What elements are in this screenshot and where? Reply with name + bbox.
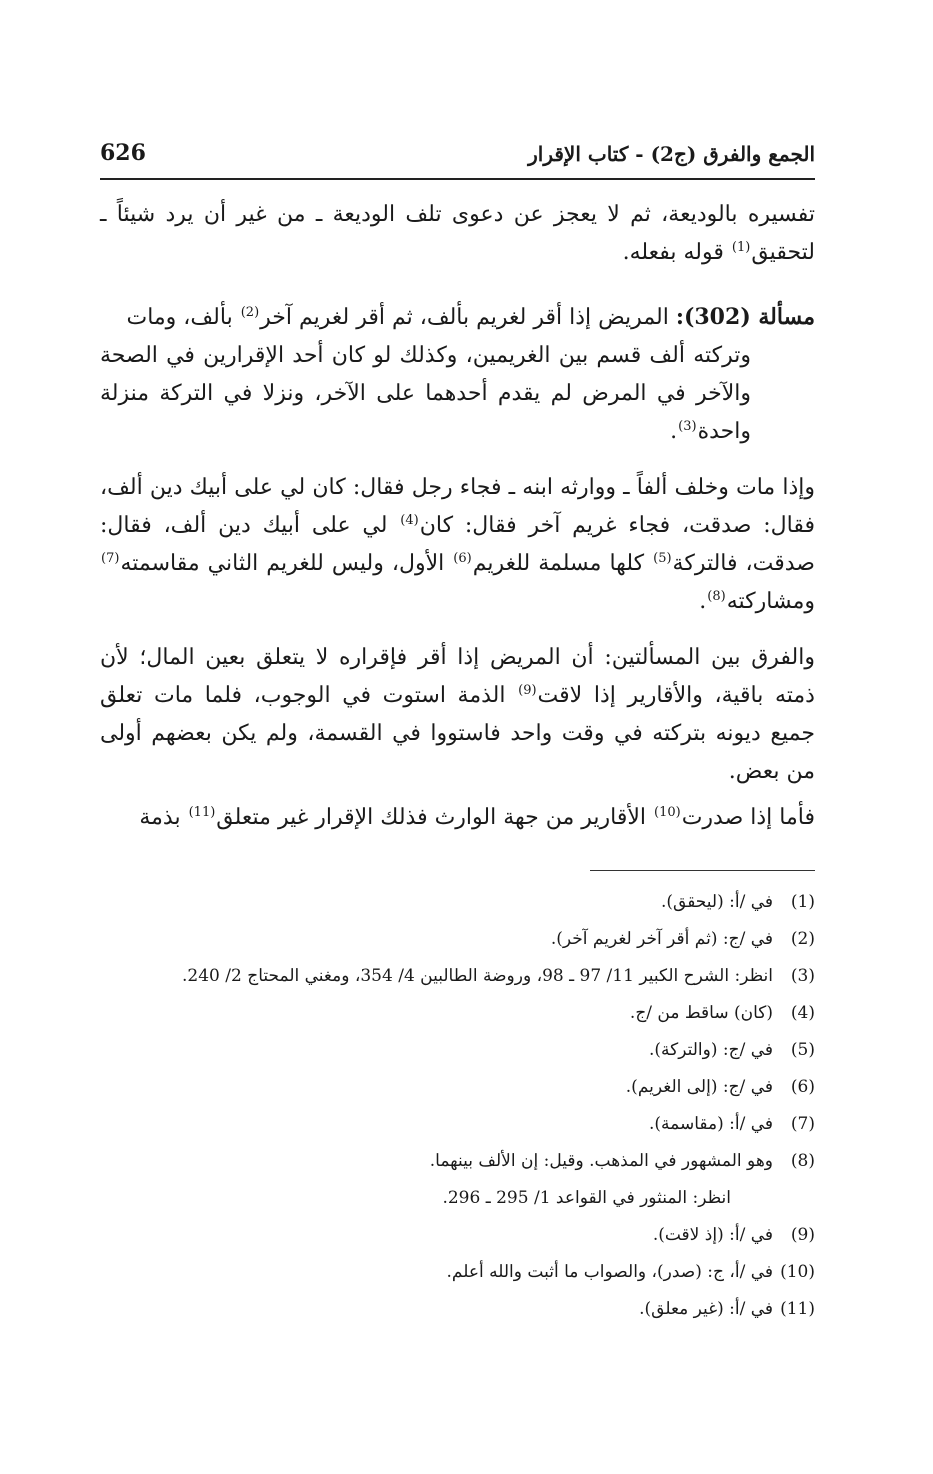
footnote-number: (10): [780, 1262, 815, 1282]
footnote: [100, 1143, 815, 1180]
paragraph-3: [100, 469, 815, 621]
text-run: .: [670, 419, 678, 444]
text-run: بألف، ومات: [126, 305, 240, 330]
footnote-number: (5): [790, 1040, 815, 1060]
footnote: [100, 884, 815, 921]
paragraph-1: [100, 196, 815, 272]
footnote-text: انظر: المنثور في القواعد 1/ 295 ـ 296.: [442, 1188, 731, 1208]
running-header: [100, 140, 815, 178]
footnote-text: في /أ، ج: (صدر)، والصواب ما أثبت والله أعلم.: [446, 1262, 773, 1282]
footnote-number: (4): [790, 1003, 815, 1023]
text-run: قوله بفعله.: [622, 240, 731, 265]
footnote: [100, 1106, 815, 1143]
footnote-number: (3): [790, 966, 815, 986]
footnote-text: في /أ: (إذ لاقت).: [652, 1225, 773, 1245]
footnote: [100, 921, 815, 958]
footnote-ref-11[interactable]: (11): [188, 804, 216, 820]
text-run: وإذا مات وخلف ألفاً ـ ووارثه ابنه ـ فجاء رجل فقال: كان لي على أبيك دين ألف، فقال: صدقت، فجاء غريم آخر فقال: كان: [100, 475, 815, 538]
footnote-number: (6): [790, 1077, 815, 1097]
footnote-number: (7): [790, 1114, 815, 1134]
text-run: الأقارير من جهة الوارث فذلك الإقرار غير متعلق: [216, 805, 654, 830]
footnote-ref-3[interactable]: (3): [678, 418, 697, 434]
text-run: والفرق بين المسألتين: أن المريض إذا أقر فإقراره لا يتعلق بعين المال؛ لأن ذمته باقية، والأقارير إذا لاقت: [100, 645, 815, 708]
footnote-text: في /ج: (إلى الغريم).: [625, 1077, 773, 1097]
text-run: كلها مسلمة للغريم: [472, 551, 653, 576]
footnote-number: (2): [790, 929, 815, 949]
footnote-number: (9): [790, 1225, 815, 1245]
text-run: الذمة استوت في الوجوب، فلما مات تعلق جميع ديونه بتركته في وقت واحد فاستووا في القسمة، ولم يكن بعضهم أولى من بعض.: [100, 683, 815, 784]
footnote-text: (كان) ساقط من /ج.: [629, 1003, 773, 1023]
footnote-text: في /أ: (مقاسمة).: [648, 1114, 773, 1134]
footnote-ref-4[interactable]: (4): [400, 512, 419, 528]
footnote-ref-6[interactable]: (6): [453, 550, 472, 566]
issue-continuation: [100, 337, 815, 451]
main-text: [100, 196, 815, 837]
page-number: 626: [100, 140, 146, 166]
footnote-ref-10[interactable]: (10): [654, 804, 681, 820]
footnote-ref-9[interactable]: (9): [518, 682, 537, 698]
paragraph-issue-302: [100, 298, 815, 451]
footnotes: [100, 884, 815, 1328]
footnote-ref-5[interactable]: (5): [653, 550, 672, 566]
footnote-text: في /أ: (غير معلق).: [639, 1299, 773, 1319]
paragraph-5: [100, 799, 815, 837]
footnote: [100, 958, 815, 995]
issue-heading: مسألة (302):: [675, 304, 815, 330]
text-run: المريض إذا أقر لغريم بألف، ثم أقر لغريم آخر: [260, 305, 676, 330]
footnote-ref-8[interactable]: (8): [707, 588, 726, 604]
footnote-ref-7[interactable]: (7): [101, 550, 120, 566]
footnote: [100, 1291, 815, 1328]
text-run: ومشاركته: [726, 589, 815, 614]
footnote: [100, 1069, 815, 1106]
footnote: [100, 1217, 815, 1254]
header-rule: [100, 178, 815, 180]
footnote-number: (11): [780, 1299, 815, 1319]
text-run: وتركته ألف قسم بين الغريمين، وكذلك لو كان أحد الإقرارين في الصحة والآخر في المرض لم يقدم أحدهما على الآخر، ونزلا في التركة منزلة واحدة: [100, 343, 751, 444]
text-run: .: [699, 589, 707, 614]
footnote-text: وهو المشهور في المذهب. وقيل: إن الألف بينهما.: [429, 1151, 773, 1171]
footnote: [100, 1032, 815, 1069]
footnote-text: انظر: الشرح الكبير 11/ 97 ـ 98، وروضة الطالبين 4/ 354، ومغني المحتاج 2/ 240.: [182, 966, 773, 986]
footnote-text: في /ج: (والتركة).: [648, 1040, 773, 1060]
footnote-number: (8): [790, 1151, 815, 1171]
footnote-number: (1): [790, 892, 815, 912]
paragraph-4: [100, 639, 815, 791]
footnote-continuation: [100, 1180, 815, 1217]
footnote-ref-2[interactable]: (2): [240, 304, 260, 320]
footnote-ref-1[interactable]: (1): [731, 239, 751, 255]
footnote: [100, 1254, 815, 1291]
footnote-text: في /أ: (ليحقق).: [660, 892, 773, 912]
text-run: فأما إذا صدرت: [681, 805, 815, 830]
running-title: الجمع والفرق (ج2) - كتاب الإقرار: [528, 142, 815, 166]
footnote: [100, 995, 815, 1032]
text-run: تفسيره بالوديعة، ثم لا يعجز عن دعوى تلف الوديعة ـ من غير أن يرد شيئاً ـ لتحقيق: [100, 202, 815, 265]
text-run: لي على أبيك دين ألف، فقال: صدقت، فالتركة: [100, 513, 815, 576]
footnote-text: في /ج: (ثم أقر آخر لغريم آخر).: [550, 929, 773, 949]
footnote-separator: [590, 870, 815, 871]
text-run: الأول، وليس للغريم الثاني مقاسمته: [120, 551, 453, 576]
text-run: بذمة: [139, 805, 188, 830]
